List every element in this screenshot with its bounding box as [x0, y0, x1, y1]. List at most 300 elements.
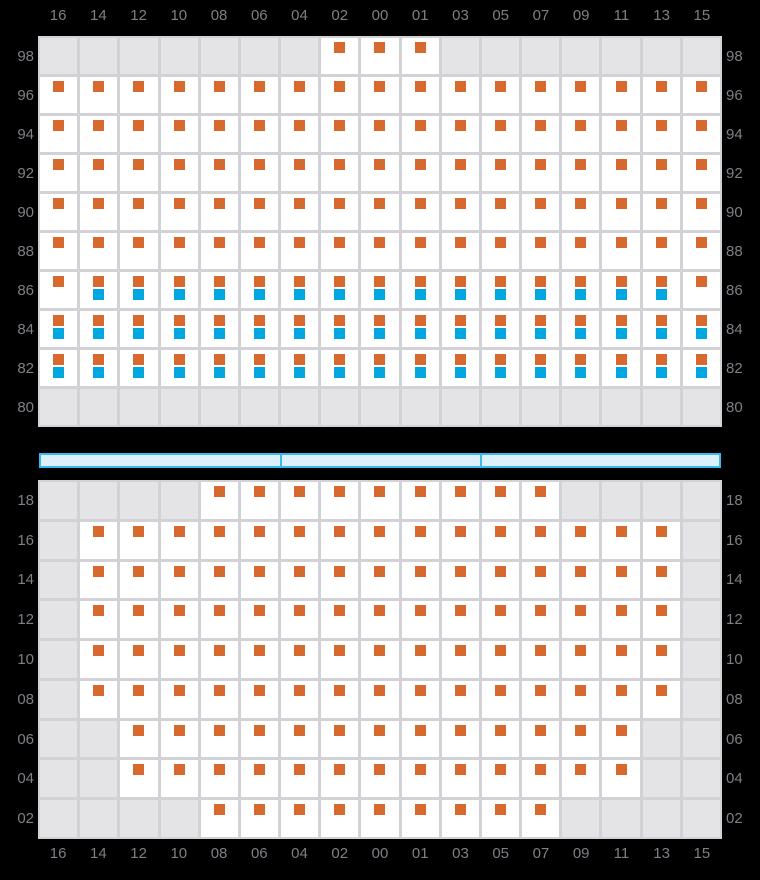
slot-02-96[interactable]	[321, 77, 358, 113]
slot-05-02[interactable]	[482, 800, 519, 837]
slot-15-88[interactable]	[683, 233, 720, 269]
orange-square-icon	[616, 81, 627, 92]
slot-13-16[interactable]	[643, 522, 680, 559]
orange-square-icon	[133, 237, 144, 248]
slot-04-06[interactable]	[281, 721, 318, 758]
slot-13-94[interactable]	[643, 116, 680, 152]
slot-02-88[interactable]	[321, 233, 358, 269]
slot-11-90[interactable]	[602, 194, 639, 230]
slot-10-06[interactable]	[161, 721, 198, 758]
slot-07-08[interactable]	[522, 681, 559, 718]
slot-09-14[interactable]	[562, 562, 599, 599]
slot-00-04[interactable]	[361, 760, 398, 797]
slot-05-96[interactable]	[482, 77, 519, 113]
slot-07-06[interactable]	[522, 721, 559, 758]
slot-00-84[interactable]	[361, 311, 398, 347]
slot-09-12[interactable]	[562, 601, 599, 638]
orange-square-icon	[696, 81, 707, 92]
slot-03-12[interactable]	[442, 601, 479, 638]
slot-06-96[interactable]	[241, 77, 278, 113]
slot-01-92[interactable]	[402, 155, 439, 191]
orange-square-icon	[415, 81, 426, 92]
slot-03-18[interactable]	[442, 482, 479, 519]
slot-06-14[interactable]	[241, 562, 278, 599]
slot-00-94[interactable]	[361, 116, 398, 152]
slot-01-90[interactable]	[402, 194, 439, 230]
slot-16-96[interactable]	[40, 77, 77, 113]
slot-08-02[interactable]	[201, 800, 238, 837]
slot-11-84[interactable]	[602, 311, 639, 347]
slot-09-82[interactable]	[562, 350, 599, 386]
slot-03-96[interactable]	[442, 77, 479, 113]
slot-05-94[interactable]	[482, 116, 519, 152]
slot-03-92[interactable]	[442, 155, 479, 191]
slot-14-14[interactable]	[80, 562, 117, 599]
slot-07-16[interactable]	[522, 522, 559, 559]
slot-03-88[interactable]	[442, 233, 479, 269]
slot-04-18[interactable]	[281, 482, 318, 519]
slot-13-08[interactable]	[643, 681, 680, 718]
slot-04-90[interactable]	[281, 194, 318, 230]
slot-02-12[interactable]	[321, 601, 358, 638]
slot-06-02[interactable]	[241, 800, 278, 837]
orange-square-icon	[495, 605, 506, 616]
slot-03-94[interactable]	[442, 116, 479, 152]
slot-08-84[interactable]	[201, 311, 238, 347]
slot-01-12[interactable]	[402, 601, 439, 638]
orange-square-icon	[334, 804, 345, 815]
slot-11-12[interactable]	[602, 601, 639, 638]
orange-square-icon	[133, 276, 144, 287]
slot-09-84[interactable]	[562, 311, 599, 347]
slot-02-84[interactable]	[321, 311, 358, 347]
slot-06-10[interactable]	[241, 641, 278, 678]
slot-05-10[interactable]	[482, 641, 519, 678]
slot-01-10[interactable]	[402, 641, 439, 678]
slot-13-12[interactable]	[643, 601, 680, 638]
orange-square-icon	[174, 605, 185, 616]
slot-02-02[interactable]	[321, 800, 358, 837]
orange-square-icon	[455, 645, 466, 656]
slot-13-88[interactable]	[643, 233, 680, 269]
slot-09-94[interactable]	[562, 116, 599, 152]
slot-03-90[interactable]	[442, 194, 479, 230]
slot-14-88[interactable]	[80, 233, 117, 269]
slot-10-04[interactable]	[161, 760, 198, 797]
slot-16-90[interactable]	[40, 194, 77, 230]
slot-12-84[interactable]	[120, 311, 157, 347]
slot-00-18[interactable]	[361, 482, 398, 519]
slot-08-90[interactable]	[201, 194, 238, 230]
slot-07-90[interactable]	[522, 194, 559, 230]
blue-square-icon	[575, 328, 586, 339]
slot-13-86[interactable]	[643, 272, 680, 308]
slot-07-94[interactable]	[522, 116, 559, 152]
slot-05-84[interactable]	[482, 311, 519, 347]
blue-square-icon	[93, 289, 104, 300]
slot-06-88[interactable]	[241, 233, 278, 269]
slot-13-10[interactable]	[643, 641, 680, 678]
slot-06-06[interactable]	[241, 721, 278, 758]
column-label-08: 08	[210, 845, 228, 862]
slot-00-12[interactable]	[361, 601, 398, 638]
slot-01-86[interactable]	[402, 272, 439, 308]
slot-00-14[interactable]	[361, 562, 398, 599]
slot-12-06[interactable]	[120, 721, 157, 758]
orange-square-icon	[415, 645, 426, 656]
slot-05-92[interactable]	[482, 155, 519, 191]
slot-09-06[interactable]	[562, 721, 599, 758]
slot-16-94[interactable]	[40, 116, 77, 152]
slot-08-08[interactable]	[201, 681, 238, 718]
slot-09-10[interactable]	[562, 641, 599, 678]
slot-04-92[interactable]	[281, 155, 318, 191]
slot-14-10[interactable]	[80, 641, 117, 678]
slot-05-86[interactable]	[482, 272, 519, 308]
slot-12-86[interactable]	[120, 272, 157, 308]
slot-04-10[interactable]	[281, 641, 318, 678]
slot-01-02[interactable]	[402, 800, 439, 837]
slot-05-18[interactable]	[482, 482, 519, 519]
slot-05-14[interactable]	[482, 562, 519, 599]
orange-square-icon	[616, 276, 627, 287]
slot-00-06[interactable]	[361, 721, 398, 758]
slot-11-92[interactable]	[602, 155, 639, 191]
slot-06-04[interactable]	[241, 760, 278, 797]
orange-square-icon	[455, 159, 466, 170]
slot-14-86[interactable]	[80, 272, 117, 308]
slot-01-88[interactable]	[402, 233, 439, 269]
slot-15-82[interactable]	[683, 350, 720, 386]
slot-12-10[interactable]	[120, 641, 157, 678]
slot-04-02[interactable]	[281, 800, 318, 837]
slot-06-84[interactable]	[241, 311, 278, 347]
slot-15-90[interactable]	[683, 194, 720, 230]
slot-03-14[interactable]	[442, 562, 479, 599]
slot-10-12[interactable]	[161, 601, 198, 638]
slot-07-14[interactable]	[522, 562, 559, 599]
slot-02-94[interactable]	[321, 116, 358, 152]
orange-square-icon	[53, 315, 64, 326]
slot-01-18[interactable]	[402, 482, 439, 519]
slot-05-90[interactable]	[482, 194, 519, 230]
slot-12-12[interactable]	[120, 601, 157, 638]
slot-05-06[interactable]	[482, 721, 519, 758]
slot-07-04[interactable]	[522, 760, 559, 797]
orange-square-icon	[575, 645, 586, 656]
orange-square-icon	[656, 566, 667, 577]
slot-00-02[interactable]	[361, 800, 398, 837]
slot-04-16[interactable]	[281, 522, 318, 559]
slot-15-80	[683, 389, 720, 425]
slot-05-08[interactable]	[482, 681, 519, 718]
slot-04-82[interactable]	[281, 350, 318, 386]
slot-14-84[interactable]	[80, 311, 117, 347]
slot-00-92[interactable]	[361, 155, 398, 191]
slot-15-84[interactable]	[683, 311, 720, 347]
slot-13-84[interactable]	[643, 311, 680, 347]
slot-00-82[interactable]	[361, 350, 398, 386]
slot-10-08[interactable]	[161, 681, 198, 718]
slot-15-86[interactable]	[683, 272, 720, 308]
slot-02-14[interactable]	[321, 562, 358, 599]
slot-08-04[interactable]	[201, 760, 238, 797]
slot-07-88[interactable]	[522, 233, 559, 269]
slot-15-96[interactable]	[683, 77, 720, 113]
slot-13-92[interactable]	[643, 155, 680, 191]
slot-00-86[interactable]	[361, 272, 398, 308]
slot-05-88[interactable]	[482, 233, 519, 269]
slot-09-96[interactable]	[562, 77, 599, 113]
slot-04-96[interactable]	[281, 77, 318, 113]
slot-13-14[interactable]	[643, 562, 680, 599]
slot-03-10[interactable]	[442, 641, 479, 678]
slot-06-12[interactable]	[241, 601, 278, 638]
slot-00-90[interactable]	[361, 194, 398, 230]
slot-01-08[interactable]	[402, 681, 439, 718]
slot-04-84[interactable]	[281, 311, 318, 347]
orange-square-icon	[495, 276, 506, 287]
orange-square-icon	[214, 315, 225, 326]
slot-07-98	[522, 38, 559, 74]
slot-08-94[interactable]	[201, 116, 238, 152]
tier-label-left-84: 84	[17, 320, 34, 338]
slot-04-04[interactable]	[281, 760, 318, 797]
slot-00-16[interactable]	[361, 522, 398, 559]
slot-01-16[interactable]	[402, 522, 439, 559]
slot-02-98[interactable]	[321, 38, 358, 74]
column-label-08: 08	[210, 7, 228, 24]
slot-05-82[interactable]	[482, 350, 519, 386]
slot-14-92[interactable]	[80, 155, 117, 191]
slot-08-96[interactable]	[201, 77, 238, 113]
slot-04-88[interactable]	[281, 233, 318, 269]
slot-12-16[interactable]	[120, 522, 157, 559]
orange-square-icon	[294, 354, 305, 365]
slot-10-90[interactable]	[161, 194, 198, 230]
slot-03-08[interactable]	[442, 681, 479, 718]
slot-07-10[interactable]	[522, 641, 559, 678]
slot-03-16[interactable]	[442, 522, 479, 559]
slot-06-16[interactable]	[241, 522, 278, 559]
blue-square-icon	[294, 367, 305, 378]
slot-07-12[interactable]	[522, 601, 559, 638]
slot-10-84[interactable]	[161, 311, 198, 347]
slot-12-88[interactable]	[120, 233, 157, 269]
slot-01-04[interactable]	[402, 760, 439, 797]
orange-square-icon	[174, 159, 185, 170]
slot-07-02[interactable]	[522, 800, 559, 837]
slot-12-90[interactable]	[120, 194, 157, 230]
slot-10-14[interactable]	[161, 562, 198, 599]
orange-square-icon	[656, 315, 667, 326]
orange-square-icon	[455, 685, 466, 696]
slot-02-86[interactable]	[321, 272, 358, 308]
blue-square-icon	[656, 289, 667, 300]
slot-10-86[interactable]	[161, 272, 198, 308]
slot-11-86[interactable]	[602, 272, 639, 308]
slot-16-92[interactable]	[40, 155, 77, 191]
slot-14-94[interactable]	[80, 116, 117, 152]
column-label-07: 07	[532, 7, 550, 24]
slot-12-92[interactable]	[120, 155, 157, 191]
slot-05-16[interactable]	[482, 522, 519, 559]
slot-01-96[interactable]	[402, 77, 439, 113]
slot-07-96[interactable]	[522, 77, 559, 113]
slot-16-18	[40, 482, 77, 519]
slot-14-08[interactable]	[80, 681, 117, 718]
slot-02-18[interactable]	[321, 482, 358, 519]
slot-06-18[interactable]	[241, 482, 278, 519]
slot-08-82[interactable]	[201, 350, 238, 386]
slot-06-92[interactable]	[241, 155, 278, 191]
slot-11-06[interactable]	[602, 721, 639, 758]
orange-square-icon	[334, 198, 345, 209]
slot-09-04[interactable]	[562, 760, 599, 797]
slot-06-94[interactable]	[241, 116, 278, 152]
slot-08-10[interactable]	[201, 641, 238, 678]
slot-08-88[interactable]	[201, 233, 238, 269]
slot-07-84[interactable]	[522, 311, 559, 347]
slot-04-86[interactable]	[281, 272, 318, 308]
blue-square-icon	[214, 289, 225, 300]
slot-14-12[interactable]	[80, 601, 117, 638]
slot-08-86[interactable]	[201, 272, 238, 308]
slot-00-98[interactable]	[361, 38, 398, 74]
slot-01-84[interactable]	[402, 311, 439, 347]
slot-00-10[interactable]	[361, 641, 398, 678]
slot-09-86[interactable]	[562, 272, 599, 308]
slot-01-06[interactable]	[402, 721, 439, 758]
slot-10-92[interactable]	[161, 155, 198, 191]
slot-07-18[interactable]	[522, 482, 559, 519]
slot-07-92[interactable]	[522, 155, 559, 191]
orange-square-icon	[495, 81, 506, 92]
slot-12-82[interactable]	[120, 350, 157, 386]
slot-09-08[interactable]	[562, 681, 599, 718]
slot-09-16[interactable]	[562, 522, 599, 559]
slot-10-94[interactable]	[161, 116, 198, 152]
slot-05-12[interactable]	[482, 601, 519, 638]
slot-02-06[interactable]	[321, 721, 358, 758]
slot-11-96[interactable]	[602, 77, 639, 113]
slot-10-10[interactable]	[161, 641, 198, 678]
slot-14-16[interactable]	[80, 522, 117, 559]
slot-13-90[interactable]	[643, 194, 680, 230]
slot-11-82[interactable]	[602, 350, 639, 386]
slot-05-98	[482, 38, 519, 74]
slot-03-86[interactable]	[442, 272, 479, 308]
slot-03-02[interactable]	[442, 800, 479, 837]
slot-09-88[interactable]	[562, 233, 599, 269]
slot-15-92[interactable]	[683, 155, 720, 191]
slot-12-94[interactable]	[120, 116, 157, 152]
slot-08-06[interactable]	[201, 721, 238, 758]
slot-15-18	[683, 482, 720, 519]
slot-12-14[interactable]	[120, 562, 157, 599]
slot-11-04[interactable]	[602, 760, 639, 797]
slot-00-96[interactable]	[361, 77, 398, 113]
slot-11-08[interactable]	[602, 681, 639, 718]
slot-02-04[interactable]	[321, 760, 358, 797]
slot-02-82[interactable]	[321, 350, 358, 386]
slot-16-82[interactable]	[40, 350, 77, 386]
slot-10-96[interactable]	[161, 77, 198, 113]
slot-11-14[interactable]	[602, 562, 639, 599]
slot-01-94[interactable]	[402, 116, 439, 152]
slot-06-82[interactable]	[241, 350, 278, 386]
slot-01-98[interactable]	[402, 38, 439, 74]
orange-square-icon	[495, 725, 506, 736]
slot-11-94[interactable]	[602, 116, 639, 152]
slot-04-94[interactable]	[281, 116, 318, 152]
slot-13-80	[643, 389, 680, 425]
orange-square-icon	[93, 276, 104, 287]
slot-08-14[interactable]	[201, 562, 238, 599]
slot-02-08[interactable]	[321, 681, 358, 718]
slot-04-12[interactable]	[281, 601, 318, 638]
slot-09-92[interactable]	[562, 155, 599, 191]
slot-07-86[interactable]	[522, 272, 559, 308]
slot-00-88[interactable]	[361, 233, 398, 269]
slot-02-10[interactable]	[321, 641, 358, 678]
slot-15-94[interactable]	[683, 116, 720, 152]
slot-14-82[interactable]	[80, 350, 117, 386]
slot-07-82[interactable]	[522, 350, 559, 386]
slot-16-86[interactable]	[40, 272, 77, 308]
slot-00-08[interactable]	[361, 681, 398, 718]
slot-14-96[interactable]	[80, 77, 117, 113]
slot-14-90[interactable]	[80, 194, 117, 230]
slot-16-88[interactable]	[40, 233, 77, 269]
slot-11-10[interactable]	[602, 641, 639, 678]
slot-12-04[interactable]	[120, 760, 157, 797]
slot-09-90[interactable]	[562, 194, 599, 230]
slot-11-16[interactable]	[602, 522, 639, 559]
slot-15-12	[683, 601, 720, 638]
slot-01-82[interactable]	[402, 350, 439, 386]
slot-11-88[interactable]	[602, 233, 639, 269]
slot-08-12[interactable]	[201, 601, 238, 638]
slot-03-82[interactable]	[442, 350, 479, 386]
slot-03-06[interactable]	[442, 721, 479, 758]
slot-02-16[interactable]	[321, 522, 358, 559]
slot-06-08[interactable]	[241, 681, 278, 718]
slot-06-90[interactable]	[241, 194, 278, 230]
slot-08-16[interactable]	[201, 522, 238, 559]
slot-05-04[interactable]	[482, 760, 519, 797]
slot-02-90[interactable]	[321, 194, 358, 230]
slot-13-06	[643, 721, 680, 758]
slot-08-18[interactable]	[201, 482, 238, 519]
slot-13-96[interactable]	[643, 77, 680, 113]
slot-06-86[interactable]	[241, 272, 278, 308]
slot-10-82[interactable]	[161, 350, 198, 386]
slot-12-08[interactable]	[120, 681, 157, 718]
slot-10-88[interactable]	[161, 233, 198, 269]
slot-01-14[interactable]	[402, 562, 439, 599]
slot-12-96[interactable]	[120, 77, 157, 113]
slot-04-14[interactable]	[281, 562, 318, 599]
slot-03-04[interactable]	[442, 760, 479, 797]
slot-04-08[interactable]	[281, 681, 318, 718]
slot-02-92[interactable]	[321, 155, 358, 191]
slot-10-16[interactable]	[161, 522, 198, 559]
slot-16-84[interactable]	[40, 311, 77, 347]
slot-08-92[interactable]	[201, 155, 238, 191]
slot-03-84[interactable]	[442, 311, 479, 347]
slot-13-82[interactable]	[643, 350, 680, 386]
